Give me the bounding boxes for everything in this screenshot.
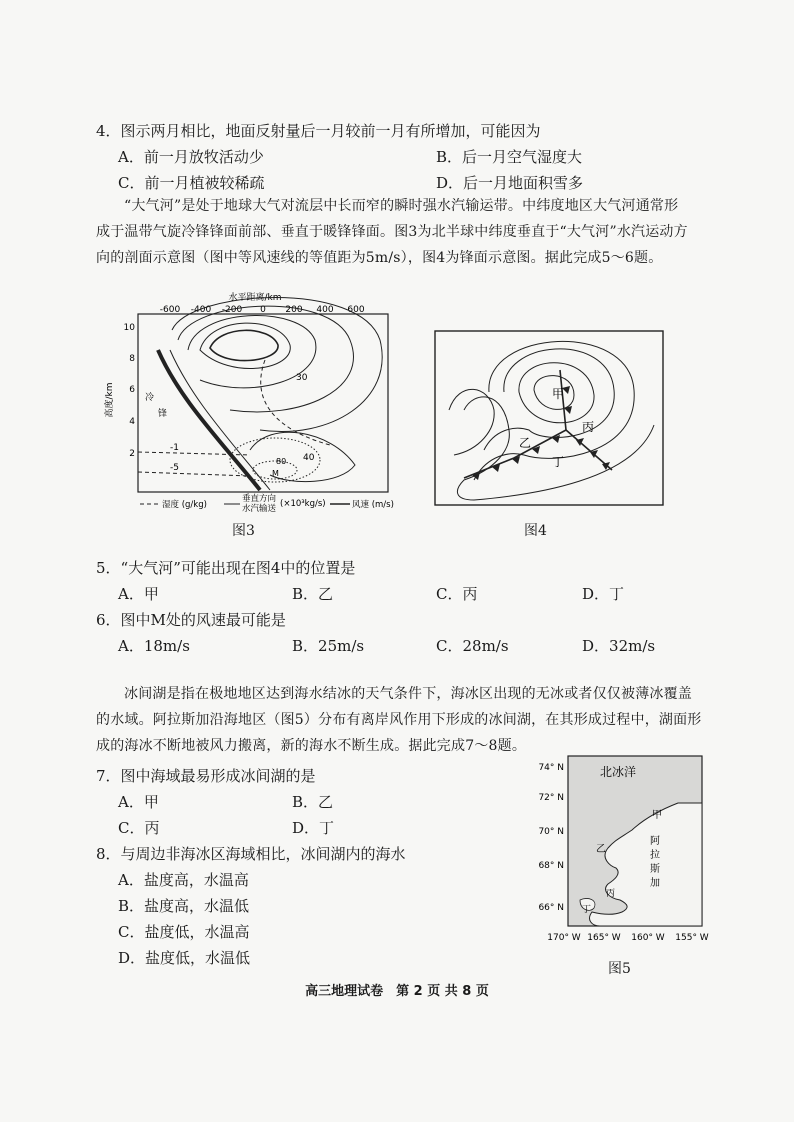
q4-option-a: A．前一月放牧活动少 bbox=[118, 148, 264, 166]
q5-option-a: A．甲 bbox=[118, 585, 159, 603]
q8-option-a: A．盐度高，水温高 bbox=[118, 871, 249, 889]
fig3-legend-vapor-2: 水汽输送 bbox=[242, 504, 277, 514]
page-footer: 高三地理试卷 第 2 页 共 8 页 bbox=[305, 984, 489, 999]
fig3-legend-vapor-1: 垂直方向 bbox=[242, 494, 277, 504]
fig3-humidity-isoline bbox=[138, 472, 250, 476]
fig3-axis-top-title: 水平距离/km bbox=[228, 293, 282, 303]
figure-5 bbox=[520, 748, 720, 948]
fig3-label-cold: 冷 bbox=[145, 393, 155, 403]
fig5-lon-labels bbox=[547, 933, 709, 943]
fig3-y-label: 高度/km bbox=[105, 382, 115, 418]
fig3-ytick: 8 bbox=[129, 354, 135, 364]
q6-stem: 6．图中M处的风速最可能是 bbox=[96, 611, 286, 629]
q5-option-c: C．丙 bbox=[436, 585, 478, 603]
q6-option-c: C．28m/s bbox=[436, 637, 509, 655]
q8-stem: 8．与周边非海冰区海域相比，冰间湖内的海水 bbox=[96, 845, 406, 863]
q7-option-c: C．丙 bbox=[118, 819, 160, 837]
intro1-line-2: 成于温带气旋冷锋锋面前部、垂直于暖锋锋面。图3为北半球中纬度垂直于“大气河”水汽运动方 bbox=[96, 224, 688, 240]
fig5-land-char: 拉 bbox=[650, 850, 660, 861]
fig3-label-minus5: -5 bbox=[170, 463, 179, 473]
intro-atmospheric-river bbox=[96, 193, 736, 271]
fig5-lat: 74° N bbox=[538, 763, 564, 773]
fig5-lon: 170° W bbox=[547, 933, 581, 943]
fig3-legend-wind: 风速 (m/s) bbox=[352, 500, 394, 510]
fig3-ytick: 2 bbox=[129, 449, 135, 459]
fig3-xtick: 400 bbox=[316, 305, 334, 315]
figure-3 bbox=[100, 290, 400, 540]
fig4-caption: 图4 bbox=[524, 523, 547, 539]
q5-stem: 5．“大气河”可能出现在图4中的位置是 bbox=[96, 559, 356, 577]
q7-stem: 7．图中海域最易形成冰间湖的是 bbox=[96, 767, 316, 785]
fig3-front-edge bbox=[170, 350, 270, 490]
intro2-line-2: 的水域。阿拉斯加沿海地区（图5）分布有离岸风作用下形成的冰间湖，在其形成过程中，湖面形 bbox=[96, 712, 702, 728]
fig5-point-ding: 丁 bbox=[582, 905, 592, 915]
fig3-xtick: -400 bbox=[190, 305, 212, 315]
fig5-lat: 70° N bbox=[538, 827, 564, 837]
q8-option-d: D．盐度低，水温低 bbox=[118, 949, 251, 967]
fig4-point-yi: 乙 bbox=[519, 436, 532, 450]
q4-option-b: B．后一月空气湿度大 bbox=[436, 148, 583, 166]
fig5-lon: 160° W bbox=[631, 933, 665, 943]
fig3-label-80: 80 bbox=[276, 457, 287, 466]
fig5-point-yi: 乙 bbox=[596, 844, 606, 855]
fig3-legend-humidity: 湿度 (g/kg) bbox=[162, 500, 207, 510]
q6-option-b: B．25m/s bbox=[292, 637, 365, 655]
fig3-ytick: 6 bbox=[129, 385, 135, 395]
fig5-land-char: 加 bbox=[650, 878, 660, 889]
fig5-lat: 66° N bbox=[538, 903, 564, 913]
fig5-land-char: 斯 bbox=[650, 864, 660, 875]
intro2-line-1: 冰间湖是指在极地地区达到海水结冰的天气条件下，海冰区出现的无冰或者仅仅被薄冰覆盖 bbox=[124, 686, 692, 702]
fig3-xtick: 600 bbox=[347, 305, 365, 315]
fig3-xtick: 200 bbox=[285, 305, 303, 315]
fig3-caption: 图3 bbox=[232, 523, 255, 539]
figure-5-svg bbox=[520, 748, 720, 948]
fig3-label-M: M bbox=[272, 469, 279, 478]
fig4-point-ding: 丁 bbox=[552, 455, 565, 469]
q4-option-d: D．后一月地面积雪多 bbox=[436, 174, 584, 192]
fig3-label-minus1: -1 bbox=[170, 443, 179, 453]
fig3-xtick: 0 bbox=[260, 305, 266, 315]
q8-option-b: B．盐度高，水温低 bbox=[118, 897, 250, 915]
fig5-lat: 72° N bbox=[538, 793, 564, 803]
q5-option-b: B．乙 bbox=[292, 585, 334, 603]
fig3-wind-isoline bbox=[178, 306, 353, 412]
intro1-line-1: “大气河”是处于地球大气对流层中长而窄的瞬时强水汽输运带。中纬度地区大气河通常形 bbox=[124, 198, 679, 214]
fig3-xtick: -600 bbox=[159, 305, 181, 315]
fig3-y-ticks bbox=[124, 323, 136, 459]
q8-option-c: C．盐度低，水温高 bbox=[118, 923, 250, 941]
figure-3-svg bbox=[100, 290, 400, 540]
fig3-xtick: -200 bbox=[221, 305, 243, 315]
fig3-label-front: 锋 bbox=[158, 409, 168, 419]
fig5-point-bing: 丙 bbox=[606, 889, 616, 899]
fig3-ytick: 4 bbox=[129, 417, 135, 427]
figure-4-svg bbox=[434, 330, 664, 506]
fig4-frame bbox=[435, 331, 663, 505]
fig4-point-jia: 甲 bbox=[552, 387, 565, 401]
fig5-land-char: 阿 bbox=[650, 836, 660, 847]
fig5-lon: 155° W bbox=[675, 933, 709, 943]
fig5-lat: 68° N bbox=[538, 861, 564, 871]
fig3-legend-vapor-unit: (×10³kg/s) bbox=[280, 499, 326, 509]
fig3-label-30: 30 bbox=[296, 373, 308, 383]
figure-4 bbox=[434, 330, 664, 506]
fig3-wind-isoline bbox=[210, 330, 278, 360]
intro2-line-3: 成的海冰不断地被风力搬离，新的海水不断生成。据此完成7～8题。 bbox=[96, 738, 527, 754]
fig3-legend bbox=[140, 493, 394, 514]
fig3-label-40: 40 bbox=[303, 453, 315, 463]
fig5-lat-labels bbox=[538, 763, 564, 913]
fig5-lon: 165° W bbox=[587, 933, 621, 943]
fig5-caption: 图5 bbox=[608, 961, 631, 977]
q7-option-b: B．乙 bbox=[292, 793, 334, 811]
q6-option-a: A．18m/s bbox=[118, 637, 190, 655]
q7-option-d: D．丁 bbox=[292, 819, 335, 837]
q4-option-c: C．前一月植被较稀疏 bbox=[118, 174, 265, 192]
fig5-sea-label: 北冰洋 bbox=[600, 765, 637, 779]
fig4-point-bing: 丙 bbox=[582, 420, 595, 434]
fig3-ytick: 10 bbox=[123, 323, 135, 333]
intro1-line-3: 向的剖面示意图（图中等风速线的等值距为5m/s），图4为锋面示意图。据此完成5～6题。 bbox=[96, 250, 663, 266]
q7-option-a: A．甲 bbox=[118, 793, 159, 811]
q4-stem: 4．图示两月相比，地面反射量后一月较前一月有所增加，可能因为 bbox=[96, 122, 541, 140]
q6-option-d: D．32m/s bbox=[582, 637, 656, 655]
q5-option-d: D．丁 bbox=[582, 585, 625, 603]
fig4-isobars bbox=[449, 341, 654, 500]
fig5-point-jia: 甲 bbox=[652, 810, 662, 821]
